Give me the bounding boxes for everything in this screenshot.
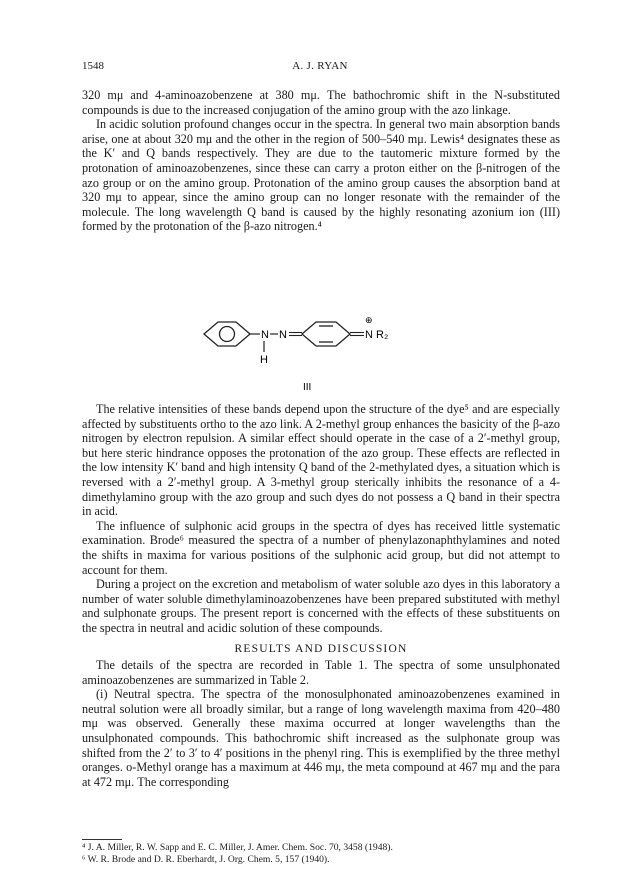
nitrogen-1: N <box>261 329 269 341</box>
benzene-ring-left <box>204 322 250 346</box>
footnotes <box>82 839 560 866</box>
paragraph: In acidic solution profound changes occur in the spectra. In general two main absorption bands arise, one at about 320 mμ and the other in the region of 500–540 mμ. Lewis⁴ designates these as the K′ and Q bands respectively. They are due to the tautomeric mixture formed by the protonation of aminoazobenzenes, since these can carry a proton either on the β-nitrogen of the azo group or on the amino group. Protonation of the amino group causes the absorption band at 320 mμ to appear, since the amino group can no longer resonate with the remainder of the molecule. The long wavelength Q band is caused by the highly resonating azonium ion (III) formed by the protonation of the β-azo nitrogen.⁴ <box>82 117 560 234</box>
section-heading: RESULTS AND DISCUSSION <box>234 642 408 655</box>
azonium-ion-structure <box>190 310 430 406</box>
text-block-top <box>82 88 560 234</box>
nitrogen-2: N <box>279 329 287 341</box>
running-header <box>82 60 558 76</box>
dialkylamino-group: N R₂ <box>365 329 389 341</box>
page-number: 1548 <box>82 60 104 72</box>
positive-charge: ⊕ <box>365 315 373 325</box>
paragraph: The details of the spectra are recorded in Table 1. The spectra of some unsulphonated aminoazobenzenes are summarized in Table 2. <box>82 658 560 687</box>
paragraph: The influence of sulphonic acid groups in the spectra of dyes has received little systematic examination. Brode⁶ measured the spectra of a number of phenylazonaphthylamines and noted the shifts in maxima for various positions of the sulphonic acid group, but did not attempt to account for them. <box>82 518 560 577</box>
running-author: A. J. RYAN <box>292 60 348 72</box>
text-block-bottom <box>82 402 560 789</box>
paragraph: During a project on the excretion and metabolism of water soluble azo dyes in this laboratory a number of water soluble dimethylaminoazobenzenes have been prepared substituted with methyl and sulphonate groups. The present report is concerned with the effects of these substituents on the spectra in neutral and acidic solution of these compounds. <box>82 577 560 635</box>
hydrogen: H <box>260 354 268 366</box>
footnote: ⁴ J. A. Miller, R. W. Sapp and E. C. Miller, J. Amer. Chem. Soc. 70, 3458 (1948). <box>82 842 393 853</box>
quinoid-ring-right <box>302 322 350 346</box>
footnote-rule <box>82 839 122 840</box>
paragraph: 320 mμ and 4-aminoazobenzene at 380 mμ. The bathochromic shift in the N-substituted compounds is due to the increased conjugation of the amino group with the azo linkage. <box>82 88 560 117</box>
footnote: ⁶ W. R. Brode and D. R. Eberhardt, J. Org. Chem. 5, 157 (1940). <box>82 854 330 865</box>
paragraph: (i) Neutral spectra. The spectra of the monosulphonated aminoazobenzenes examined in neutral solution were all broadly similar, but a range of long wavelength maxima from 420–480 mμ was observed. Generally these maxima occurred at longer wavelengths than the unsulphonated compounds. This bathochromic shift increased as the sulphonate group was shifted from the 2′ to 3′ to 4′ positions in the phenyl ring. This is exemplified by the three methyl oranges. o-Methyl orange has a maximum at 446 mμ, the meta compound at 467 mμ and the para at 472 mμ. The corresponding <box>82 687 560 789</box>
structure-label: III <box>303 382 312 393</box>
paragraph: The relative intensities of these bands depend upon the structure of the dye⁵ and are especially affected by substituents ortho to the azo link. A 2-methyl group enhances the basicity of the β-azo nitrogen by electron repulsion. A similar effect should operate in the case of a 2′-methyl group, but here steric hindrance opposes the protonation of the azo group. These effects are reflected in the low intensity K′ band and high intensity Q band of the 2-methylated dyes, a situation which is reversed with a 2′-methyl group. A 3-methyl group sterically inhibits the resonance of a 4-dimethylamino group with the azo group and such dyes do not possess a Q band in their spectra in acid. <box>82 402 560 519</box>
